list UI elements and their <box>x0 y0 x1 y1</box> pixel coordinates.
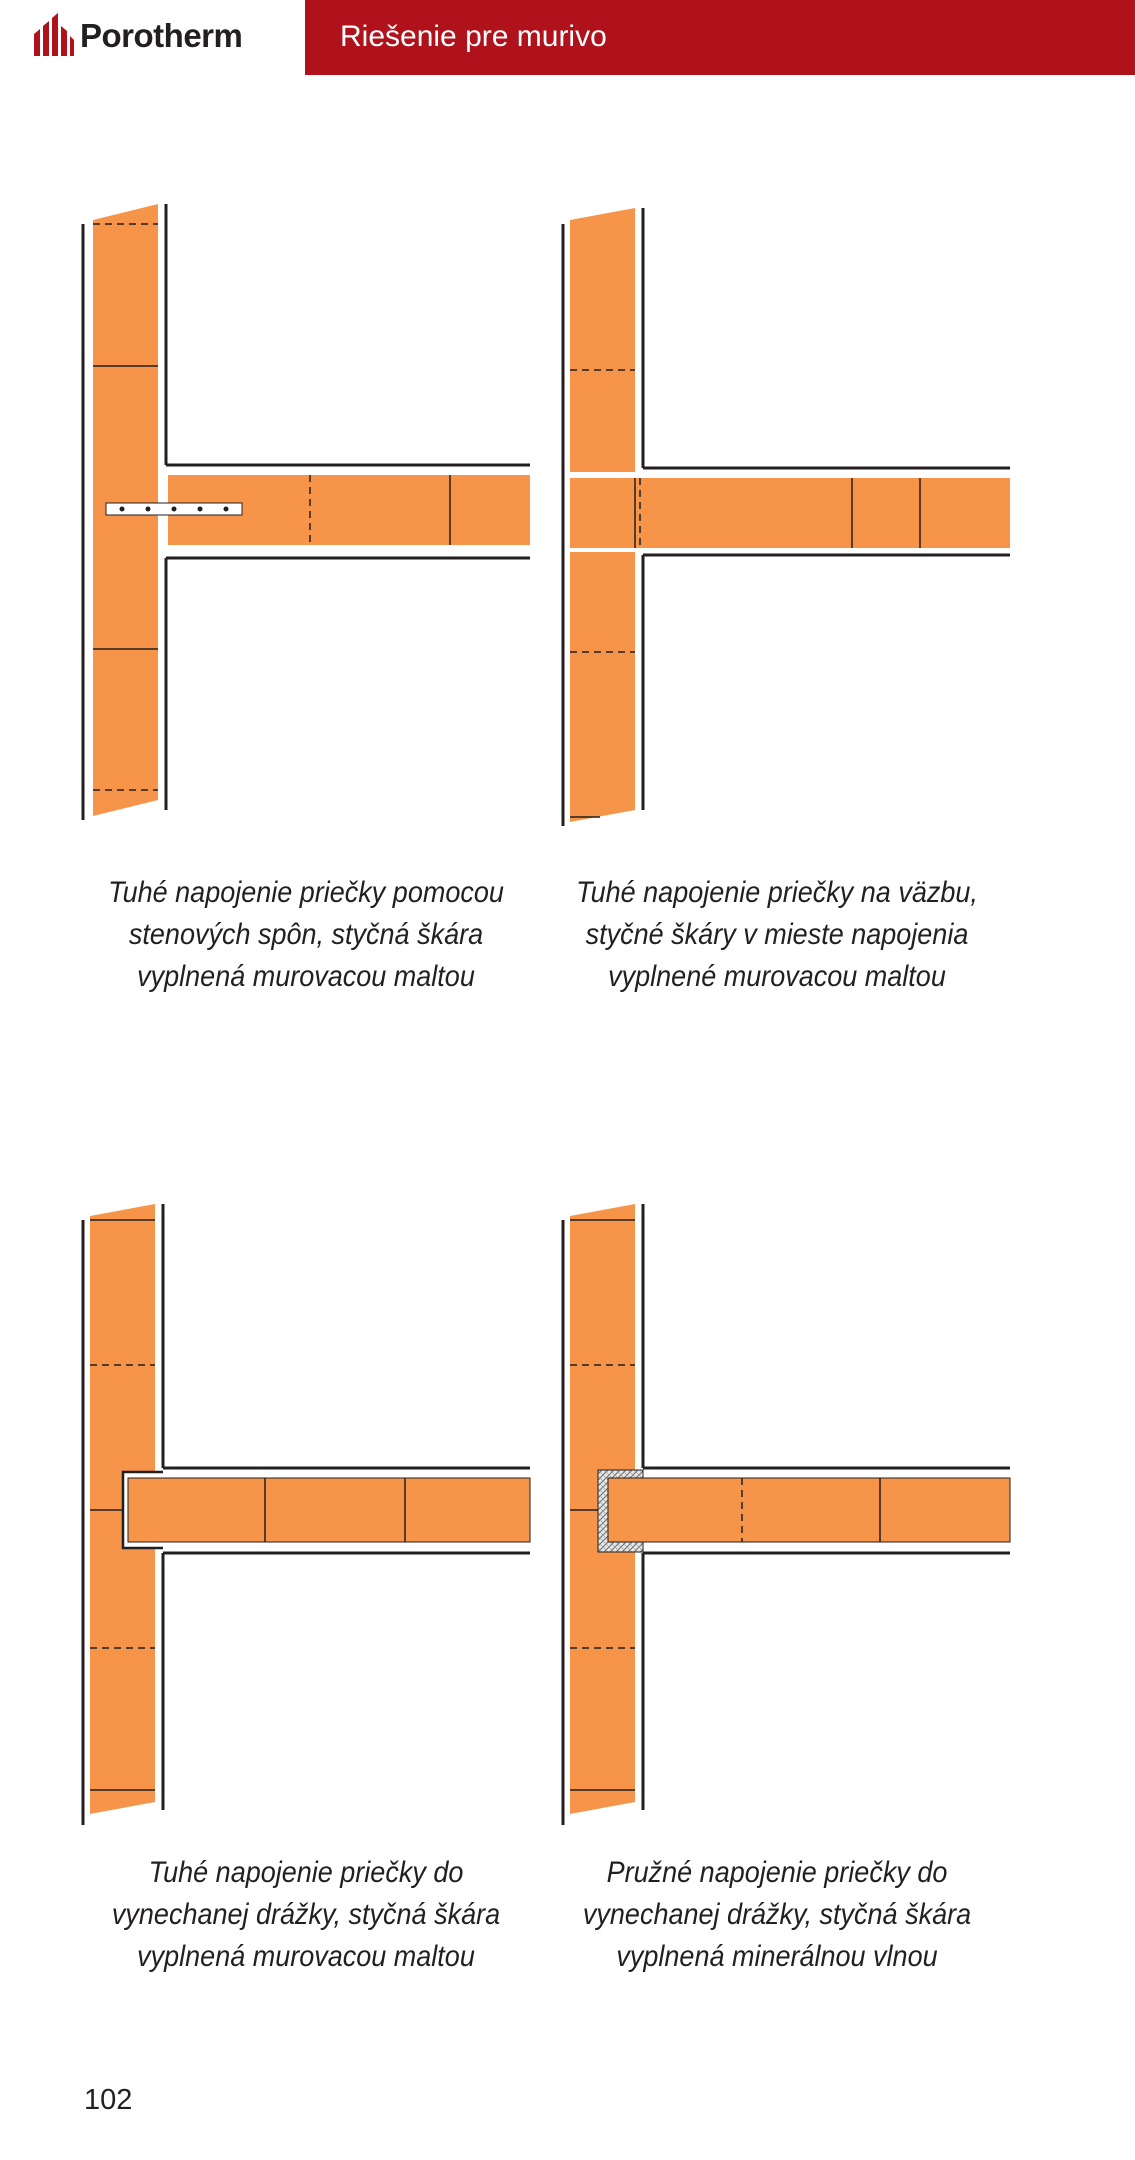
caption-line: Tuhé napojenie priečky na väzbu, <box>576 876 978 909</box>
groove-wool-junction-diagram-icon <box>540 1190 1080 1890</box>
page-title: Riešenie pre murivo <box>340 20 607 53</box>
caption-line: Tuhé napojenie priečky pomocou <box>108 876 504 909</box>
caption-line: vyplnené murovacou maltou <box>608 960 946 993</box>
caption-line: vyplnená murovacou maltou <box>137 960 475 993</box>
caption-wall-ties <box>90 872 522 998</box>
wall-tie-junction-diagram-icon <box>60 190 600 890</box>
caption-bonded <box>561 872 993 998</box>
bonded-junction-diagram-icon <box>540 190 1080 890</box>
caption-line: vyplnená murovacou maltou <box>137 1940 475 1973</box>
caption-line: styčné škáry v mieste napojenia <box>585 918 969 951</box>
caption-line: stenových spôn, styčná škára <box>128 918 484 951</box>
porotherm-logo-icon <box>32 12 74 56</box>
caption-line: Pružné napojenie priečky do <box>606 1856 948 1889</box>
caption-groove-mortar <box>90 1852 522 1978</box>
caption-line: Tuhé napojenie priečky do <box>148 1856 464 1889</box>
caption-groove-wool <box>561 1852 993 1978</box>
header-bar <box>305 0 1135 75</box>
groove-mortar-junction-diagram-icon <box>60 1190 600 1890</box>
caption-line: vyplnená minerálnou vlnou <box>616 1940 938 1973</box>
caption-line: vynechanej drážky, styčná škára <box>582 1898 972 1931</box>
brand-name: Porotherm <box>80 17 243 54</box>
page-number: 102 <box>84 2084 133 2116</box>
brand-logo <box>0 0 300 75</box>
caption-line: vynechanej drážky, styčná škára <box>111 1898 501 1931</box>
